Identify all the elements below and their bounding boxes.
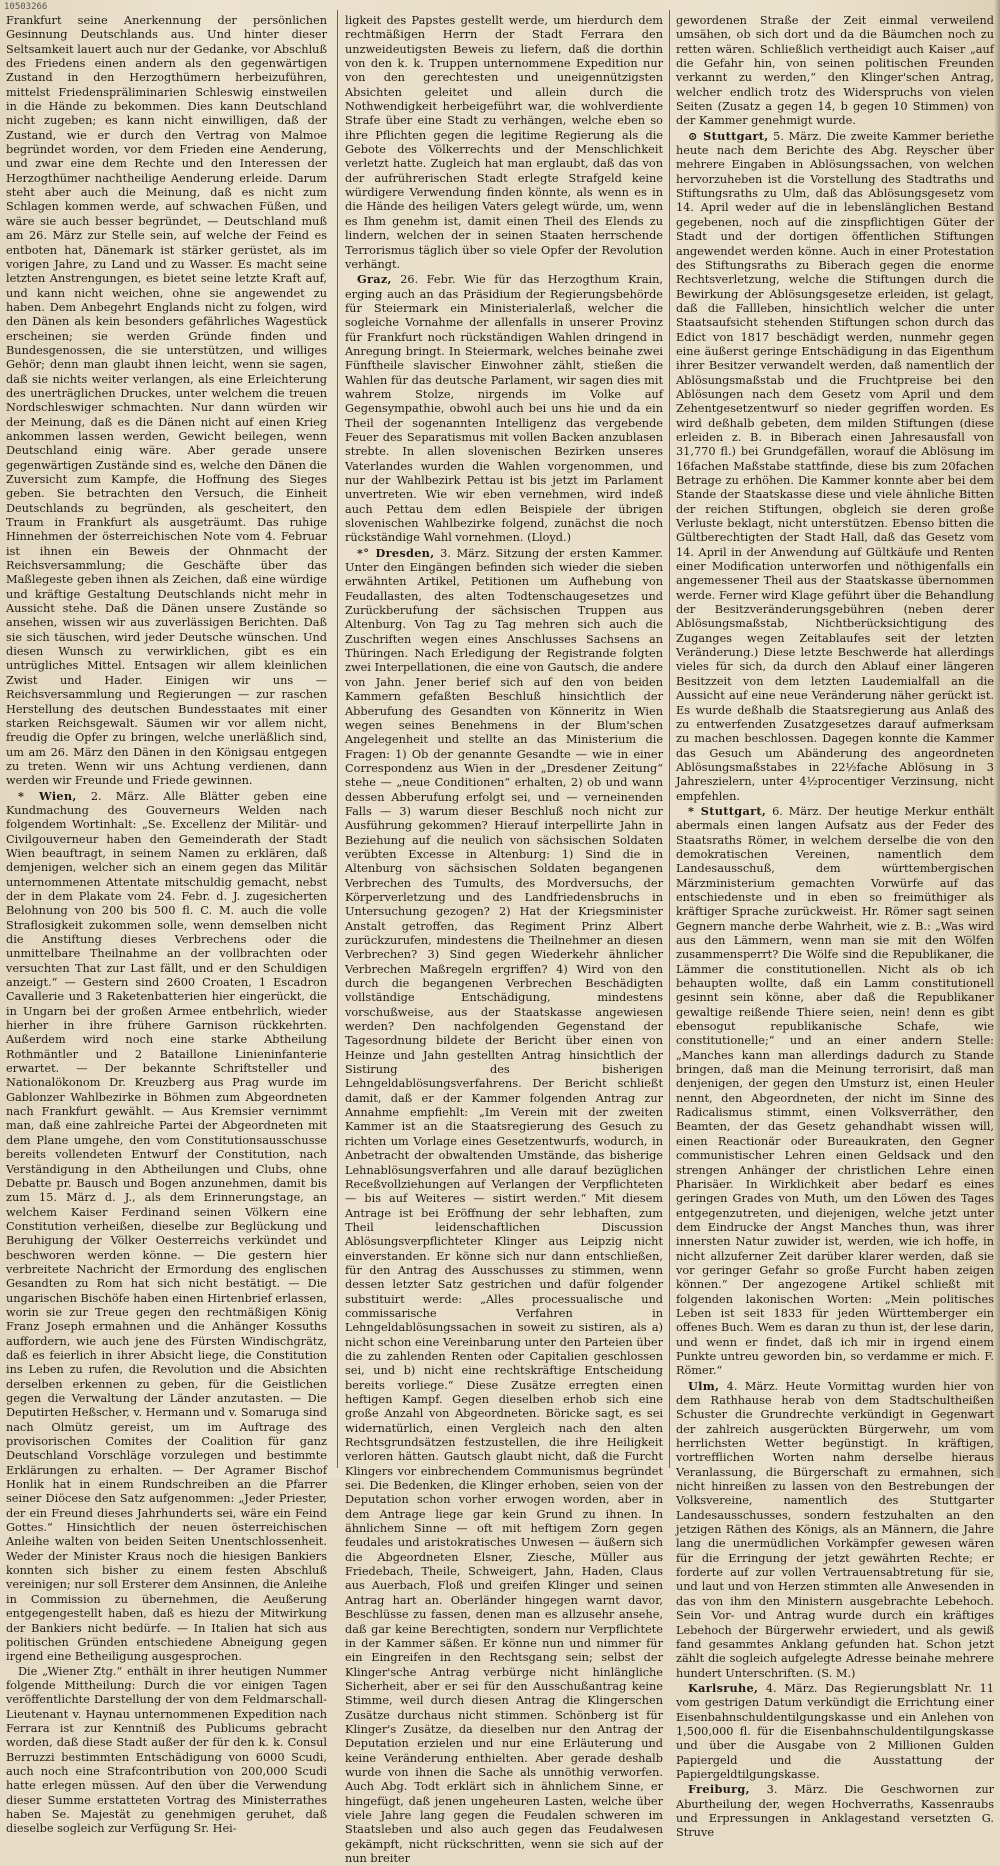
article-dateline: Freiburg,	[688, 1782, 750, 1797]
article-dateline: Graz,	[357, 272, 392, 287]
article-text: 4. März. Das Regierungsblatt Nr. 11 vom gestrigen Datum verkündigt die Errichtung einer Eisenbahnschuldentilgungskasse und ein Anlehen von 1,500,000 fl. für die Eisenbahnschuldentilgungskasse und über die Ausgabe von 2 Millionen Gulden Papiergeld und die Ausstattung der Papiergeldtilgungskasse.	[676, 1681, 994, 1781]
article-text: 3. März. Sitzung der ersten Kammer. Unter den Eingängen befinden sich wieder die sieben erwähnten Artikel, Petitionen um Aufhebung von Feudallasten, des alten Todtenschaugesetzes und Zurückberufung der sächsischen Truppen aus Altenburg. Von Tag zu Tag mehren sich auch die Zuschriften wegen eines Anschlusses Sachsens an Thüringen. Nach Erledigung der Registrande folgten zwei Interpellationen, die eine von Gautsch, die andere von Jahn. Jener berief sich auf den von beiden Kammern gefaßten Beschluß hinsichtlich der Abberufung des Gesandten von Könneritz in Wien wegen seines Benehmens in der Blum'schen Angelegenheit und stellte an das Ministerium die Fragen: 1) Ob der genannte Gesandte — wie in einer Correspondenz aus Wien in der „Dresdener Zeitung“ stehe — „neue Conditionen“ erhalten, 2) ob und wann dessen Abberufung erfolgt sei, und — verneinenden Falls — 3) warum dieser Beschluß noch nicht zur Ausführung gekommen? Hierauf interpellirte Jahn in Beziehung auf die neulich von sächsischen Soldaten verübten Excesse in Altenburg: 1) Sind die in Altenburg von sächsischen Soldaten begangenen Verbrechen des Tumults, des Mordversuchs, der Körperverletzung und des Landfriedensbruchs in Untersuchung gezogen? 2) Hat der Kriegsminister Anstalt getroffen, das Regiment Prinz Albert zurückzurufen, mindestens die Theilnehmer an diesen Verbrechen? 3) Sind gegen Wiederkehr ähnlicher Verbrechen Maßregeln ergriffen? 4) Wird von den durch die begangenen Verbrechen Beschädigten vollständige Entschädigung, mindestens vorschußweise, aus der Staatskasse angewiesen werden? Den nachfolgenden Gegenstand der Tagesordnung bildete der Bericht über einen von Heinze und Jahn gestellten Antrag hinsichtlich der Sistirung des bisherigen Lehngeldablösungsverfahrens. Der Bericht schließt damit, daß er der Kammer folgenden Antrag zur Annahme empfiehlt: „Im Verein mit der zweiten Kammer ist an die Staatsregierung des Gesuch zu richten um Vorlage eines Gesetzentwurfs, wodurch, in Anbetracht der obwaltenden Umstände, das bisherige Lehnablösungsverfahren und alle darauf bezüglichen Receßvollziehungen auf Verlangen der Verpflichteten — bis auf Weiteres — sistirt werden.“ Mit diesem Antrage ist bei Eröffnung der sehr lebhaften, zum Theil leidenschaftlichen Discussion Ablösungsverpflichteter Klinger aus Leipzig nicht einverstanden. Er könne sich nur dann entschließen, für den Antrag des Ausschusses zu stimmen, wenn dessen letzter Satz gestrichen und dafür folgender substituirt werde: „Alles processualische und commissarische Verfahren in Lehngeldablösungssachen in soweit zu sistiren, als a) nicht schon eine Vereinbarung unter den Parteien über die zu zahlenden Renten oder Capitalien geschlossen sei, und b) nicht eine rechtskräftige Entscheidung bereits vorliege.“ Diese Zusätze erregten einen heftigen Kampf. Gegen dieselben erhob sich eine große Anzahl von Abgeordneten. Böricke sagt, es sei widernatürlich, einen Vergleich nach den alten Rechtsgrundsätzen festzustellen, die ihre Heiligkeit verloren hätten. Gautsch glaubt nicht, daß die Furcht Klingers vor einbrechendem Communismus begründet sei. Die Bedenken, die Klinger erhoben, seien von der Deputation schon vorher erwogen worden, aber in dem Antrage liege gar kein Grund zu ihnen. In ähnlichem Sinne — oft mit heftigem Zorn gegen feudales und aristokratisches Unwesen — äußern sich die Abgeordneten Elsner, Ziesche, Müller aus Friedebach, Theile, Schweigert, Jahn, Haden, Claus aus Auerbach, Floß und greifen Klinger und seinen Antrag hart an. Oberländer hingegen warnt davor, Beschlüsse zu fassen, denen man es allzusehr ansehe, daß gar keine Berechtigten, sondern nur Verpflichtete in der Kammer säßen. Er könne nun und nimmer für ein Eingreifen in den Rechtsgang sein; selbst der Klinger'sche Antrag verbürge nicht hinlängliche Sicherheit, aber er sei für den Ausschußantrag keine Stimme, weil durch diesen Antrag die Klingerschen Zusätze durchaus nicht stimmen. Schönberg ist für Klinger's Zusätze, da dieselben nur den Antrag der Deputation erzielen und nur eine Erläuterung und keine Veränderung enthielten. Aber gerade deshalb wurde von ihnen die Sache als unnöthig verworfen. Auch Abg. Todt erklärt sich in ähnlichem Sinne, er hingefügt, daß jenen ungeheuren Lasten, welche über viele Jahre lang gegen die Feudalen schweren im Staatsleben und also auch gegen das Feudalwesen gekämpft, nicht rückschritten, wenn sie sich auf der nun breiter	[345, 546, 664, 1865]
column-rule-right	[669, 10, 670, 1468]
article-text: 26. Febr. Wie für das Herzogthum Krain, erging auch an das Präsidium der Regierungsbehörde für Steiermark ein Ministerialerlaß, welcher die sogleiche Vornahme der allenfalls in unserer Provinz für Frankfurt noch rückständigen Wahlen dringend in Anregung bringt. In Steiermark, welches beinahe zwei Fünftheile slavischer Einwohner zählt, stießen die Wahlen für das deutsche Parlament, wir sagen dies mit wahrem Stolze, nirgends im Volke auf Gegensympathie, obwohl auch bei uns hie und da ein Theil der sogenannten Intelligenz das vergebende Feuer des Separatismus mit vollen Backen anzublasen strebte. In allen slovenischen Bezirken unseres Vaterlandes wurden die Wahlen vorgenommen, und nur der Wahlbezirk Pettau ist bis jetzt im Parlament unvertreten. Wie wir eben vernehmen, wird indeß auch Pettau dem edlen Beispiele der übrigen slovenischen Wahlbezirke folgend, zunächst die noch rückständige Wahl vornehmen. (Lloyd.)	[345, 273, 663, 545]
column-2	[345, 14, 664, 1865]
article-dateline: Ulm,	[688, 1378, 720, 1393]
article-dateline: ⊙ Stuttgart,	[688, 128, 769, 143]
article-paragraph	[345, 546, 663, 1866]
article-paragraph	[676, 129, 994, 804]
article-paragraph	[676, 1379, 994, 1681]
article-paragraph	[676, 1681, 994, 1782]
article-dateline: Karlsruhe,	[688, 1680, 759, 1695]
article-paragraph	[345, 272, 663, 546]
article-dateline: * Stuttgart,	[688, 803, 767, 818]
article-text: Die „Wiener Ztg.“ enthält in ihrer heutigen Nummer folgende Mittheilung: Durch die vor einigen Tagen veröffentlichte Darstellung der von dem Feldmarschall-Lieutenant v. Haynau unternommenen Expedition nach Ferrara ist zur Kenntniß des Publicums gebracht worden, daß diese Stadt außer der für den k. k. Consul Berruzzi bestimmten Entschädigung von 6000 Scudi, auch noch eine Strafcontribution von 200,000 Scudi hatte erlegen müssen. Auf den über die Verwendung dieser Summe erstatteten Vortrag des Ministerrathes haben Se. Majestät zu genehmigen geruhet, daß dieselbe sogleich zur Verfügung Sr. Hei-	[6, 1664, 327, 1836]
article-text: 2. März. Alle Blätter geben eine Kundmachung des Gouverneurs Welden nach folgendem Wortinhalt: „Se. Excellenz der Militär- und Civilgouverneur haben den Gemeinderath der Stadt Wien beauftragt, in seinem Namen zu erklären, daß demjenigen, welcher sich an einem gegen das Militär unternommenen Attentate mitschuldig gemacht, nebst der in dem Plakate vom 24. Febr. d. J. zugesicherten Belohnung von 200 bis 500 fl. C. M. auch die volle Straflosigkeit zukommen solle, wenn demselben nicht die Anstiftung dieses Verbrechens oder die unmittelbare Theilnahme an der vollbrachten oder versuchten That zur Last fällt, und er den Schuldigen anzeigt.“ — Gestern sind 2600 Croaten, 1 Escadron Cavallerie und 3 Raketenbatterien hier eingerückt, die in Ungarn bei der großen Armee entbehrlich, wieder hierher in ihre frühere Garnison rückkehrten. Außerdem wird noch eine starke Abtheilung Rothmäntler und 2 Bataillone Linieninfanterie erwartet. — Der bekannte Schriftsteller und Nationalökonom Dr. Kreuzberg aus Prag wurde im Gablonzer Wahlbezirke in Böhmen zum Abgeordneten nach Frankfurt gewählt. — Aus Kremsier vernimmt man, daß eine zahlreiche Partei der Abgeordneten mit dem Plane umgehe, den vom Constitutionsausschusse bereits vollendeten Entwurf der Constitution, nach Verständigung in den Abtheilungen und Clubs, ohne Debatte pr. Bausch und Bogen anzunehmen, damit bis zum 15. März d. J., als dem Erinnerungstage, an welchem Kaiser Ferdinand seinen Völkern eine Constitution verheißen, dieselbe zur Beglückung und Beruhigung der Völker Oesterreichs verkündet und beschworen werden könne. — Die gestern hier verbreitete Nachricht der Ermordung des englischen Gesandten zu Rom hat sich nicht bestätigt. — Die ungarischen Bischöfe haben einen Hirtenbrief erlassen, worin sie zur Treue gegen den rechtmäßigen König Franz Joseph ermahnen und die Anhänger Kossuths auffordern, wie auch jene des Fürsten Windischgrätz, daß es feierlich in ihrer Absicht liege, die Constitution ins Leben zu rufen, die Revolution und die Absichten derselben erkennen zu geben, für die Geistlichen gegen die Verwaltung der Länder anzutasten. — Die Deputirten Heßscher, v. Hermann und v. Somaruga sind nach Olmütz gereist, um im Auftrage des provisorischen Comites der Coalition für ganz Deutschland Vorschläge vorzulegen und bestimmte Erklärungen zu erhalten. — Der Agramer Bischof Honlik hat in einem Rundschreiben an die Pfarrer seiner Diöcese den Satz aufgenommen: „Jeder Priester, der ein Freund dieses Jahrhunderts sei, wäre ein Feind Gottes.“ Hinsichtlich der neuen österreichischen Anleihe walten von beiden Seiten Unentschlossenheit. Weder der Minister Kraus noch die hiesigen Bankiers konnten sich bisher zu einem festen Abschluß vereinigen; nur soll Ersterer dem Ansinnen, die Anleihe in Commission zu übernehmen, die Aeußerung entgegengestellt haben, daß es hiezu der Mitwirkung der Bankiers nicht bedürfe. — In Italien hat sich aus politischen Gründen entschiedene Abneigung gegen irgend eine Betheiligung ausgesprochen.	[6, 789, 328, 1664]
article-text: 5. März. Die zweite Kammer beriethe heute nach dem Berichte des Abg. Reyscher über mehrere Eingaben in Ablösungssachen, von welchen hervorzuheben ist die Vorstellung des Stadtraths und Stiftungsraths zu Ulm, daß das Ablösungsgesetz vom 14. April weder auf die in lebenslänglichen Bestand gegebenen, noch auf die zinspflichtigen Güter der Stadt und der dortigen öffentlichen Stiftungen angewendet werden könne. Auch in einer Protestation des Stiftungsraths zu Biberach gegen die enorme Rechtsverletzung, welche die Stiftungen durch die Bewirkung der Ablösungsgesetze erleiden, ist gelagt, daß die Fallleben, hinsichtlich welcher die unter Staatsaufsicht stehenden Stiftungen schon durch das Edict von 1817 beschädigt werden, nunmehr gegen eine äußerst geringe Entschädigung in das Eigenthum ihrer Besitzer verwandelt werden, daß namentlich der Ablösungsmaßstab und die Fruchtpreise bei den Ablösungen nach dem Gesetz vom April und dem Zehentgesetzentwurf so nieder gegriffen worden. Es wird deßhalb gebeten, dem milden Stiftungen (diese erleiden z. B. in Biberach einen Jahresausfall von 31,770 fl.) bei Grundgefällen, worauf die Ablösung im 16fachen Maßstabe stattfinde, diese bis zum 20fachen Betrage zu erhöhen. Die Kammer konnte aber bei dem Stande der Staatskasse diese und viele ähnliche Bitten der reichen Stiftungen, obgleich sie deren große Verluste beklagt, nicht unterstützen. Ebenso bitten die Gültberechtigten der Stadt Hall, daß das Gesetz vom 14. April in der Anwendung auf Gültkäufe und Renten einer Modification unterworfen und nöthigenfalls ein angemessener Theil aus der Staatskasse übernommen werde. Ferner wird Klage geführt über die Behandlung der Besitzveränderungsgebühren (neben derer Ablösungsmaßstab, Nichtberücksichtigung des Zuganges wegen Zeitablaufes seit der letzten Veränderung.) Diese letzte Beschwerde hat allerdings vieles für sich, da durch den Ablauf einer längeren Besitzzeit von dem letzten Laudemialfall an die Aussicht auf eine neue Veränderung näher gerückt ist. Es wurde deßhalb die Staatsregierung aus Anlaß des zu entwerfenden Zusatzgesetzes darauf aufmerksam zu machen beschlossen. Dagegen konnte die Kammer das Gesuch um Abänderung des angeordneten Ablösungsmaßstabes in 22½fache Ablösung in 3 Jahreszielern, unter 4½procentiger Verzinsung, nicht empfehlen.	[676, 129, 994, 803]
column-rule-left	[337, 10, 338, 1468]
article-paragraph	[6, 14, 327, 789]
article-paragraph	[6, 1665, 327, 1837]
article-paragraph	[676, 804, 994, 1379]
column-1	[6, 14, 328, 1836]
article-paragraph	[345, 14, 663, 272]
article-text: 6. März. Der heutige Merkur enthält abermals einen langen Aufsatz aus der Feder des Staatsraths Römer, in welchem derselbe die von den demokratischen Vereinen, namentlich dem Landesausschuß, dem württembergischen Märzministerium gemachten Vorwürfe auf das entschiedenste und in eben so freimüthiger als kräftiger Sprache zurückweist. Hr. Römer sagt seinen Gegnern manche derbe Wahrheit, wie z. B.: „Was wird aus den Lämmern, wenn man sie mit den Wölfen zusammensperrt? Die Wölfe sind die Republikaner, die Lämmer die constitutionellen. Nicht als ob ich behaupten wollte, daß ein Lamm constitutionell gesinnt sein könne, aber daß die Republikaner gewaltige reißende Thiere seien, nein! denn es gibt ebensogut republikanische Schafe, wie constitutionelle;“ und an einer andern Stelle: „Manches kann man allerdings dadurch zu Stande bringen, daß man die Meinung terrorisirt, daß man denjenigen, der gegen den Umsturz ist, einen Heuler nennt, den Abgeordneten, der nicht im Sinne des Radicalismus stimmt, einen Volksverräther, den Beamten, der das Gesetz gehandhabt wissen will, einen Reactionär oder Bureaukraten, den Gegner communistischer Lehren einen Geldsack und den strengen Anhänger der christlichen Lehre einen Pharisäer. In Wirklichkeit aber bedarf es eines geringen Grades von Muth, um den Löwen des Tages entgegenzutreten, und diejenigen, welche jetzt unter dem Eindrucke der Angst Manches thun, was ihrer innersten Natur zuwider ist, werden, wie ich hoffe, in nicht allzuferner Zeit darüber klarer werden, daß sie vor geringer Gefahr so große Furcht haben zeigen können.“ Der angezogene Artikel schließt mit folgenden lakonischen Worten: „Mein politisches Leben ist seit 1833 für jeden Württemberger ein offenes Buch. Wem es daran zu thun ist, der lese darin, und wenn er findet, daß ich mir in irgend einem Punkte untreu geworden bin, so verdamme er mich. F. Römer.“	[676, 804, 994, 1378]
page-edge-shadow	[994, 0, 1000, 1478]
article-paragraph	[676, 14, 994, 129]
article-text: ligkeit des Papstes gestellt werde, um hierdurch dem rechtmäßigen Herrn der Stadt Ferrara den unzweideutigsten Beweis zu liefern, daß die dorthin von den k. k. Truppen unternommene Expedition nur von den gerechtesten und uneigennützigsten Absichten geleitet und allein durch die Nothwendigkeit herbeigeführt war, die wohlverdiente Strafe über eine Stadt zu verhängen, welche eben so ihre Pflichten gegen die legitime Regierung als die Gebote des Völkerrechts und der Menschlichkeit verletzt hatte. Zugleich hat man erglaubt, daß das von der aufrührerischen Stadt erlegte Strafgeld keine würdigere Verwendung finden könnte, als wenn es in die Hände des heiligen Vaters gelegt würde, um, wenn es Ihm genehm ist, damit einen Theil des Elends zu lindern, welchen der in seinen Staaten herrschende Terrorismus täglich über so viele Opfer der Revolution verhängt.	[345, 14, 663, 271]
article-text: 3. März. Die Geschwornen zur Aburtheilung der, wegen Hochverraths, Kassenraubs und Erpressungen in Anklagestand versetzten G. Struve	[676, 1783, 995, 1840]
article-paragraph	[676, 1782, 994, 1840]
article-text: gewordenen Straße der Zeit einmal verweilend umsähen, ob sich dort und da die Bäumchen noch zu retten wären. Schließlich vertheidigt auch Kaiser „auf die Gefahr hin, von seinen politischen Freunden verkannt zu werden,“ den Klinger'schen Antrag, welcher endlich trotz des Widerspruchs von vielen Seiten (Zusatz a gegen 14, b gegen 10 Stimmen) von der Kammer genehmigt wurde.	[676, 14, 994, 128]
article-dateline: * Wien,	[18, 788, 77, 803]
article-text: 4. März. Heute Vormittag wurden hier von dem Rathhause herab von dem Stadtschultheißen Schuster die Grundrechte verkündigt in Gegenwart der zahlreich ausgerückten Bürgerwehr, um vom herrlichsten Wetter begünstigt. In kräftigen, vortrefflichen Worten nahm derselbe hieraus Veranlassung, die Bürgerschaft zu ermahnen, sich nicht hinreißen zu lassen von den Bestrebungen der Volksvereine, namentlich des Stuttgarter Landesausschusses, sondern festzuhalten an den jetzigen Räthen des Königs, als an Männern, die Jahre lang die unermüdlichen Vorkämpfer gewesen wären für die Erringung der jetzt gewährten Rechte; er forderte auf zur vollen Vertrauensabtretung für sie, und laut und von Herzen stimmten alle Anwesenden in das von ihm den Ministern ausgebrachte Lebehoch. Sein Vor- und Antrag wurde durch ein kräftiges Lebehoch der Bürgerwehr erwiedert, und als gewiß fand gesammtes Anklang gefunden hat. Schon jetzt zählt die sogleich aufgelegte Adresse beinahe mehrere hundert Unterschriften. (S. M.)	[676, 1379, 994, 1680]
article-paragraph	[6, 789, 327, 1665]
article-text: Frankfurt seine Anerkennung der persönlichen Gesinnung Deutschlands aus. Und hinter dieser Seltsamkeit lauert auch nur der Gedanke, vor Abschluß des Friedens einen andern als den gegenwärtigen Zustand in den Herzogthümern herbeizuführen, mittelst Friedenspräliminarien Schleswig einstweilen in die Hände zu bekommen. Dies kann Deutschland nicht zugeben; es kann nicht einwilligen, daß der Zustand, wie er durch den Vertrag von Malmoe begründet worden, vor dem Frieden eine Aenderung, und zwar eine dem Rechte und den Interessen der Herzogthümer nachtheilige Aenderung erleide. Darum steht aber auch die Meinung, daß es nicht zum Schlagen kommen werde, auf schwachen Füßen, und wäre sie auch besser begründet, — Deutschland muß am 26. März zur Stelle sein, auf welche der Feind es entboten hat, Dänemark ist stärker gerüstet, als im vorigen Jahre, zu Land und zu Wasser. Es macht seine letzten Anstrengungen, es bietet seine letzte Kraft auf, und kann nicht weichen, ohne sie angewendet zu haben. Dem Anbegehrt Englands nicht zu folgen, wird den Dänen als kein besonders gefährliches Wagestück erscheinen; sie werden Gründe finden und Bundesgenossen, die sie unterstützen, und williges Gehör; denn man glaubt ihnen leicht, wenn sie sagen, daß sie nichts weiter verlangen, als eine Erleichterung des unerträglichen Druckes, unter welchem die treuen Nordschleswiger schmachten. Nur dann würden wir der Meinung, daß es die Dänen nicht auf einen Krieg ankommen lassen werden, Gewicht beilegen, wenn Deutschland einig wäre. Aber gerade unsere gegenwärtigen Zustände sind es, welche den Dänen die Zuversicht zum Kampfe, die Hoffnung des Sieges geben. Sie betrachten den Versuch, die Einheit Deutschlands zu begründen, als gescheitert, den Traum in Frankfurt als ausgeträumt. Das ruhige Hinnehmen der österreichischen Note vom 4. Februar ist ihnen ein Beweis der Ohnmacht der Reichsversammlung; die Geschäfte über das Maßlegeste geben ihnen als Zeichen, daß eine würdige und kräftige Gestaltung Deutschlands nicht mehr in Aussicht stehe. Daß die Dänen unsere Zustände so ansehen, wissen wir aus zuverlässigen Berichten. Daß sie sich täuschen, wird jeder Deutsche wünschen. Und diesen Wunsch zu verwirklichen, gibt es ein untrügliches Mittel. Entsagen wir allem kleinlichen Zwist und Hader. Einigen wir uns — Reichsversammlung und Regierungen — zur raschen Herstellung des deutschen Bundesstaates mit einer starken Reichsgewalt. Säumen wir vor allem nicht, freudig die Opfer zu bringen, welche unerläßlich sind, um am 26. März den Dänen in den Königsau entgegen zu treten. Wenn wir uns Achtung verdienen, dann werden wir Freunde und Friede gewinnen.	[6, 14, 327, 788]
page-id: 10503266	[4, 2, 48, 12]
article-dateline: *° Dresden,	[357, 545, 435, 560]
column-3	[676, 14, 995, 1840]
